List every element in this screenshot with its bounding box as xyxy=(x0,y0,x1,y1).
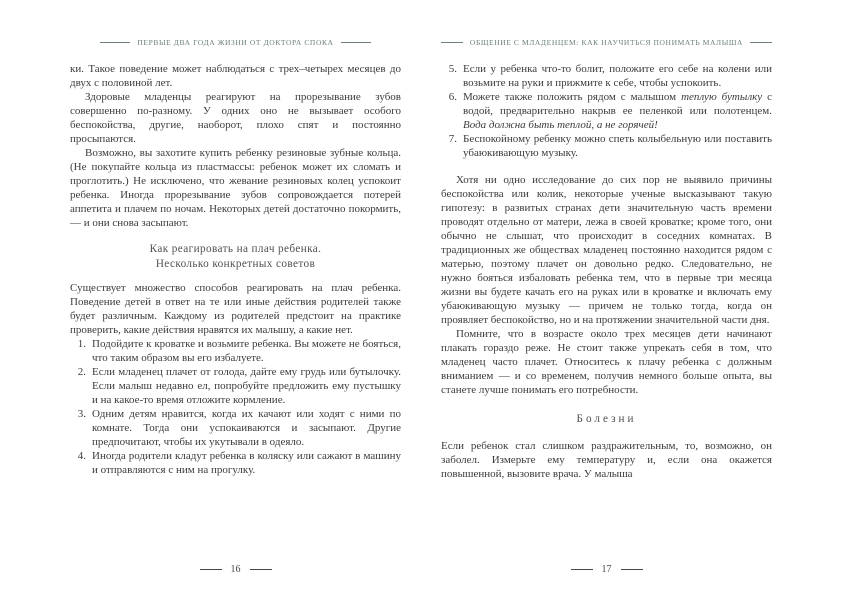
numbered-list-item xyxy=(446,62,772,90)
numbered-list-item xyxy=(75,337,401,365)
paragraph: Помните, что в возрасте около трех месяцев дети начинают плакать гораздо реже. Не стоит также упрекать себя в том, что младенец часто плачет. Относитесь к плачу ребенка с должным вниманием — и со временем, получив немного больше опыта, вы станете лучше понимать его потребности. xyxy=(441,328,772,396)
book-page-right xyxy=(441,38,772,575)
numbered-list-item xyxy=(446,132,772,160)
list-item-text: Одним детям нравится, когда их качают или ходят с ними по комнате. Тогда они успокаиваются и засыпают. Другие предпочитают, чтобы их укутывали в одеяло. xyxy=(92,408,401,448)
header-rule xyxy=(341,42,371,43)
list-item-number: 3. xyxy=(77,408,86,420)
text-segment: с водой, предварительно накрыв ее пеленкой или полотенцем. xyxy=(463,91,772,117)
numbered-list-item xyxy=(75,449,401,477)
paragraph: Существует множество способов реагировать на плач ребенка. Поведение детей в ответ на те или иные действия родителей также будет различным. Каждому из родителей предстоит на практике проверить, какие действия нравятся их малышу, а какие нет. xyxy=(70,282,401,336)
page-footer xyxy=(441,556,772,575)
list-item-number: 1. xyxy=(77,338,86,350)
paragraph: Здоровые младенцы реагируют на прорезывание зубов совершенно по-разному. У одних оно не вызывает особого беспокойства, другие, наоборот, плохо спят и постоянно просыпаются. xyxy=(70,91,401,145)
footer-rule xyxy=(571,569,593,570)
list-item-number: 6. xyxy=(448,91,457,103)
page-number: 17 xyxy=(601,564,612,575)
list-item-number: 2. xyxy=(77,366,86,378)
text-segment: Можете также положить рядом с малышом xyxy=(463,91,682,103)
page-footer xyxy=(70,556,401,575)
section-heading-line: Несколько конкретных советов xyxy=(155,257,316,270)
numbered-list-item xyxy=(446,90,772,132)
header-rule xyxy=(441,42,463,43)
footer-rule xyxy=(250,569,272,570)
list-item-text: Иногда родители кладут ребенка в коляску или сажают в машину и отправляются с ним на прогулку. xyxy=(92,450,401,476)
header-rule xyxy=(750,42,772,43)
list-item-text: Если у ребенка что-то болит, положите его себе на колени или возьмите на руки и прижмите к себе, чтобы успокоить. xyxy=(463,63,772,89)
page-number: 16 xyxy=(230,564,241,575)
footer-rule xyxy=(200,569,222,570)
list-item-text: Беспокойному ребенку можно спеть колыбельную или поставить убаюкивающую музыку. xyxy=(463,133,772,159)
list-item-number: 7. xyxy=(448,133,457,145)
running-header-text: ПЕРВЫЕ ДВА ГОДА ЖИЗНИ ОТ ДОКТОРА СПОКА xyxy=(137,38,334,47)
section-heading-line: Болезни xyxy=(576,413,637,425)
list-item-text: Подойдите к кроватке и возьмите ребенка. Вы можете не бояться, что таким образом вы его избалуете. xyxy=(92,338,401,364)
running-header xyxy=(70,38,401,47)
paragraph: Возможно, вы захотите купить ребенку резиновые зубные кольца. (Не покупайте кольца из пластмассы: ребенок может их сломать и проглотить.) Не исключено, что жевание резиновых колец успокоит ребенка. Иногда прорезывание зубов сопровождается потерей аппетита и плачем по ночам. Некоторых детей достаточно покормить, — и они снова засыпают. xyxy=(70,147,401,229)
list-item-number: 5. xyxy=(448,63,457,75)
page-body xyxy=(70,62,401,556)
section-heading xyxy=(441,412,772,427)
text-segment: теплую бутылку xyxy=(681,91,763,103)
list-item-text: Если младенец плачет от голода, дайте ему грудь или бутылочку. Если малыш недавно ел, попробуйте предложить ему пустышку и на какое-то время отложите кормление. xyxy=(92,366,401,406)
numbered-list-item xyxy=(75,407,401,449)
paragraph: Если ребенок стал слишком раздражительным, то, возможно, он заболел. Измерьте ему температуру и, если она окажется повышенной, вызовите врача. У малыша xyxy=(441,439,772,480)
list-item-text xyxy=(463,90,772,132)
book-page-left xyxy=(70,38,401,575)
footer-rule xyxy=(621,569,643,570)
paragraph: ки. Такое поведение может наблюдаться с трех–четырех месяцев до двух с половиной лет. xyxy=(70,63,401,89)
running-header xyxy=(441,38,772,47)
list-item-number: 4. xyxy=(77,450,86,462)
numbered-list-item xyxy=(75,365,401,407)
running-header-text: ОБЩЕНИЕ С МЛАДЕНЦЕМ: КАК НАУЧИТЬСЯ ПОНИМАТЬ МАЛЫША xyxy=(469,38,744,47)
section-heading-line: Как реагировать на плач ребенка. xyxy=(149,243,322,255)
header-rule xyxy=(100,42,130,43)
section-heading xyxy=(70,242,401,271)
page-body xyxy=(441,62,772,556)
text-segment: Вода должна быть теплой, а не горячей! xyxy=(463,119,658,131)
paragraph: Хотя ни одно исследование до сих пор не выявило причины беспокойства или колик, некоторые ученые высказывают такую гипотезу: в развитых странах дети значительную часть времени проводят отдельно от матери, лежа в своей кроватке; кроме того, они обычно не слышат, что происходит в соседних комнатах. В традиционных же обществах младенец постоянно находится рядом с матерью, поэтому плачет он довольно редко. Следовательно, не нужно бояться избаловать ребенка тем, что в первые три месяца жизни вы будете качать его на руках или в кроватке и включать ему убаюкивающую музыку — причем не только тогда, когда он проявляет беспокойство, но и на протяжении значительной части дня. xyxy=(441,174,772,326)
